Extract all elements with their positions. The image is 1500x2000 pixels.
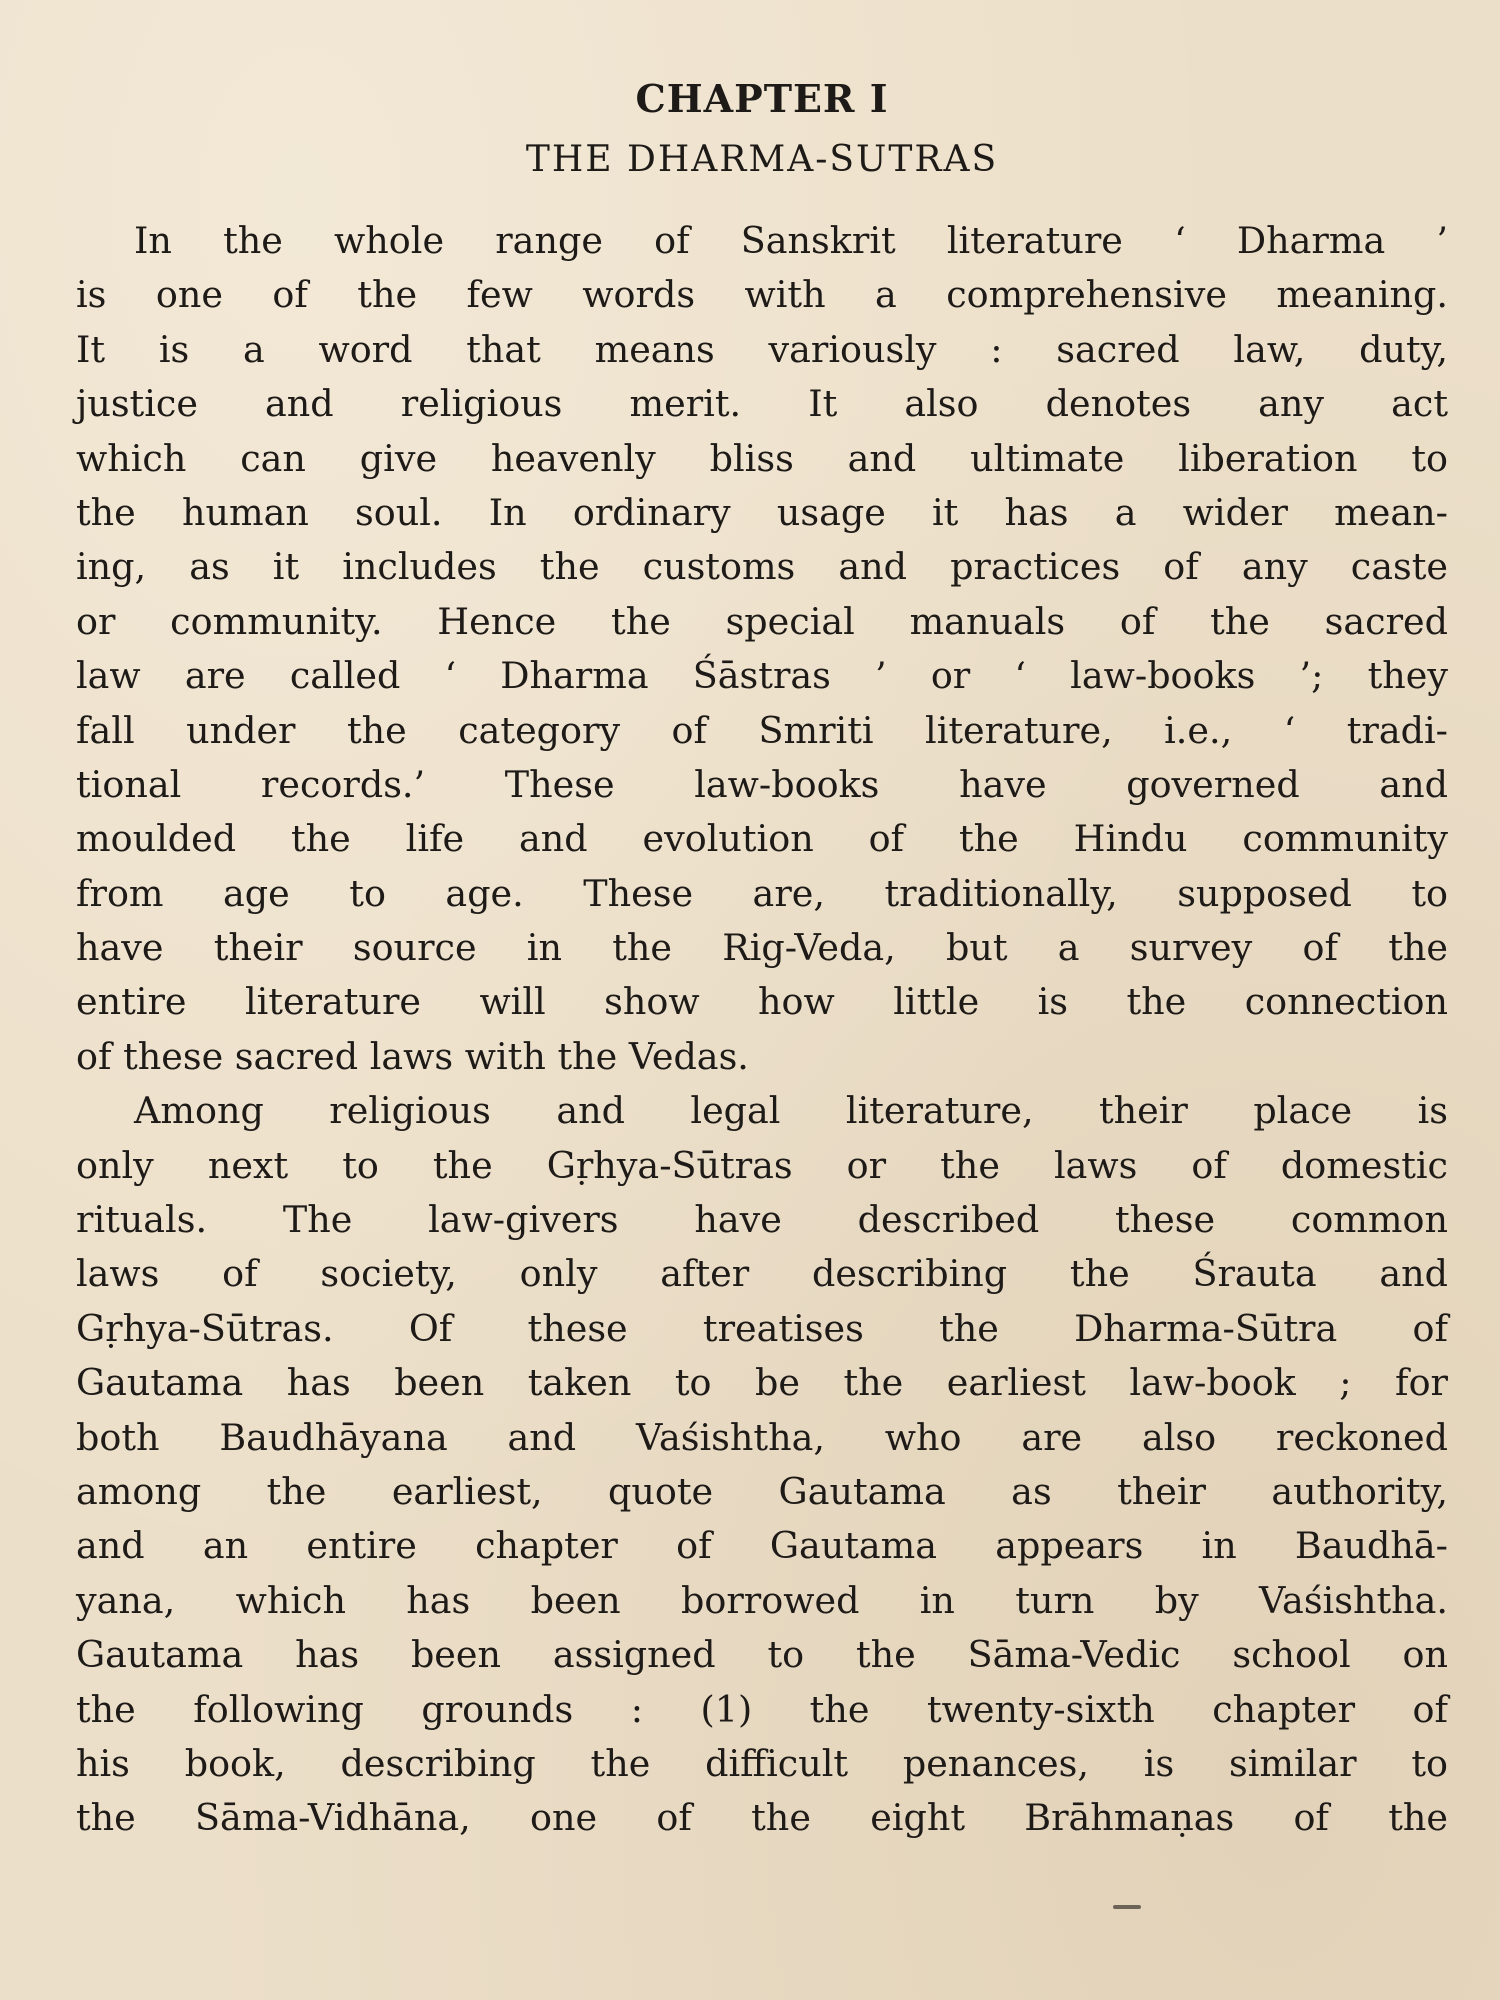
text-line: only next to the Gṛhya-Sūtras or the laws of domestic [76,1143,1448,1187]
text-line: tional records.’ These law-books have governed and [76,762,1448,806]
text-line: have their source in the Rig-Veda, but a survey of the [76,926,1448,970]
chapter-label: CHAPTER I [635,76,889,121]
text-line: In the whole range of Sanskrit literature ‘ Dharma ’ [134,219,1448,262]
text-line: and an entire chapter of Gautama appears in Baudhā- [76,1524,1448,1568]
text-line: fall under the category of Smriti literature, i.e., ‘ tradi- [76,708,1448,752]
text-line: both Baudhāyana and Vaśishtha, who are also reckoned [76,1415,1448,1459]
text-line: It is a word that means variously : sacred law, duty, [76,327,1448,371]
text-line: entire literature will show how little is the connection [76,980,1448,1024]
text-line: or community. Hence the special manuals of the sacred [76,599,1448,643]
text-line: which can give heavenly bliss and ultimate liberation to [76,436,1448,480]
text-line: his book, describing the difficult penances, is similar to [76,1741,1448,1785]
book-page [76,70,1448,1950]
text-line: the human soul. In ordinary usage it has a wider mean- [76,490,1448,534]
paragraph-1 [76,214,1448,1084]
text-line: Gautama has been assigned to the Sāma-Vedic school on [76,1633,1448,1677]
print-mark [1113,1905,1141,1909]
text-line: the Sāma-Vidhāna, one of the eight Brāhmaṇas of the [76,1796,1448,1840]
text-line: moulded the life and evolution of the Hindu community [76,817,1448,861]
text-line: Among religious and legal literature, their place is [134,1089,1448,1133]
text-line: the following grounds : (1) the twenty-sixth chapter of [76,1687,1448,1731]
chapter-title: THE DHARMA-SUTRAS [525,139,999,180]
text-line: laws of society, only after describing the Śrauta and [76,1252,1448,1296]
text-line: ing, as it includes the customs and practices of any caste [76,545,1448,589]
text-line: of these sacred laws with the Vedas. [76,1034,749,1078]
text-line: from age to age. These are, traditionally, supposed to [76,871,1448,915]
text-line: justice and religious merit. It also denotes any act [76,382,1448,426]
text-line: law are called ‘ Dharma Śāstras ’ or ‘ law-books ’; they [76,654,1448,698]
text-line: yana, which has been borrowed in turn by Vaśishtha. [76,1578,1448,1622]
text-line: among the earliest, quote Gautama as their authority, [76,1469,1448,1513]
text-line: Gautama has been taken to be the earliest law-book ; for [76,1361,1448,1405]
paragraph-2 [76,1084,1448,1845]
text-line: is one of the few words with a comprehensive meaning. [76,273,1448,317]
text-line: Gṛhya-Sūtras. Of these treatises the Dharma-Sūtra of [76,1306,1448,1350]
text-line: rituals. The law-givers have described these common [76,1198,1448,1242]
